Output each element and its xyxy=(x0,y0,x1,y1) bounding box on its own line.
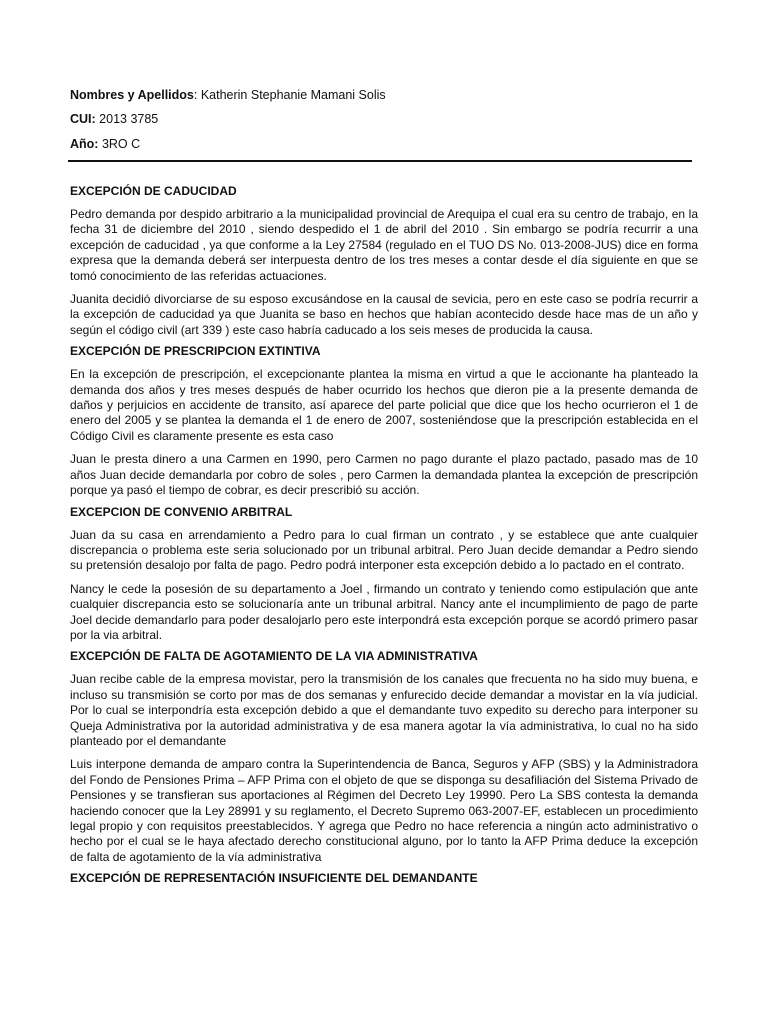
section-heading: EXCEPCION DE CONVENIO ARBITRAL xyxy=(70,504,293,519)
section-paragraph: Juan recibe cable de la empresa movistar, pero la transmisión de los canales que frecuenta no ha sido muy buena, e incluso su transmisión se corto por mas de dos semanas y enfurecido decide demandar a movistar en la vía judicial. Por lo cual se interpondría esta excepción debido a que el demandante tuvo expedito su derecho para interponer su Queja Administrativa por la autoridad administrativa y de esa manera agotar la vía administrativa, lo cual no ha sido planteado por el demandante xyxy=(70,672,698,748)
section-agotamiento-via-administrativa xyxy=(70,649,698,865)
section-paragraph: En la excepción de prescripción, el excepcionante plantea la misma en virtud a que le accionante ha planteado la demanda dos años y tres meses después de haber ocurrido los hechos que dieron pie a la presente demanda de daños y perjuicios en accidente de transito, así aparece del parte policial que dice que los hecho ocurrieron el 1 de enero del 2005 y se plantea la demanda el 1 de enero de 2007, sosteniéndose que la prescripción establecida en el Código Civil es claramente presente es esta caso xyxy=(70,367,698,443)
name-value: : Katherin Stephanie Mamani Solis xyxy=(193,88,386,102)
section-paragraph: Nancy le cede la posesión de su departamento a Joel , firmando un contrato y teniendo como estipulación que ante cualquier discrepancia esto se solucionaría ante un tribunal arbitral. Nancy ante el incumplimiento de pago de parte Joel decide demandarlo para poder desalojarlo pero este interpondrá esta excepción porque se acordó primero pasar por la via arbitral. xyxy=(70,581,698,642)
year-line xyxy=(70,136,140,152)
cui-line xyxy=(70,111,158,127)
cui-label: CUI: xyxy=(70,112,96,126)
document-body xyxy=(70,184,698,894)
section-paragraph: Luis interpone demanda de amparo contra la Superintendencia de Banca, Seguros y AFP (SBS) y la Administradora del Fondo de Pensiones Prima – AFP Prima con el objeto de que se disponga su desafiliación del Sistema Privado de Pensiones y se transfieran sus aportaciones al Régimen del Decreto Ley 19990. Pero La SBS contesta la demanda haciendo conocer que la Ley 28991 y su reglamento, el Decreto Supremo 063-2007-EF, establecen un procedimiento legal propio y con requisitos preestablecidos. Y agrega que Pedro no hace referencia a ningún acto administrativo o hecho por el cual se le haya afectado derecho constitucional alguno, por lo tanto la AFP Prima deduce la excepción de falta de agotamiento de la vía administrativa xyxy=(70,757,698,864)
header-divider xyxy=(68,160,692,162)
section-heading: EXCEPCIÓN DE CADUCIDAD xyxy=(70,184,237,198)
cui-value: 2013 3785 xyxy=(95,112,159,126)
section-heading: EXCEPCIÓN DE FALTA DE AGOTAMIENTO DE LA VIA ADMINISTRATIVA xyxy=(70,649,478,664)
year-value: 3RO C xyxy=(98,137,141,151)
name-line xyxy=(70,87,386,103)
section-heading: EXCEPCIÓN DE REPRESENTACIÓN INSUFICIENTE DEL DEMANDANTE xyxy=(70,871,478,886)
section-convenio-arbitral xyxy=(70,505,698,644)
section-paragraph: Juanita decidió divorciarse de su esposo excusándose en la causal de sevicia, pero en este caso se podría recurrir a la excepción de caducidad ya que Juanita se baso en hechos que habían acontecido desde hace mas de un año y según el código civil (art 339 ) este caso habría caducado a los seis meses de producida la causa. xyxy=(70,292,698,337)
section-paragraph: Juan le presta dinero a una Carmen en 1990, pero Carmen no pago durante el plazo pactado, pasado mas de 10 años Juan decide demandarla por cobro de soles , pero Carmen la demandada plantea la excepción de prescripción porque ya pasó el tiempo de cobrar, es decir prescribió su acción. xyxy=(70,452,698,498)
section-prescripcion xyxy=(70,344,698,498)
section-paragraph: Pedro demanda por despido arbitrario a la municipalidad provincial de Arequipa el cual era su centro de trabajo, en la fecha 31 de diciembre del 2010 , siendo despedido el 1 de abril del 2010 . Sin embargo se podría recurrir a una excepción de caducidad , ya que conforme a la Ley 27584 (regulado en el TUO DS No. 013-2008-JUS) dice en forma expresa que la demanda deberá ser interpuesta dentro de los tres meses a contar desde el día siguiente en que se tomó conocimiento de las referidas actuaciones. xyxy=(70,207,698,283)
year-label: Año: xyxy=(70,137,99,151)
section-representacion-insuficiente xyxy=(70,871,698,886)
section-paragraph: Juan da su casa en arrendamiento a Pedro para lo cual firman un contrato , y se establece que ante cualquier discrepancia o problema este seria solucionado por un tribunal arbitral. Pero Juan decide demandar a Pedro siendo su pretensión desalojo por falta de pago. Pedro podrá interponer esta excepción debido a lo pactado en el contrato. xyxy=(70,527,698,573)
section-caducidad xyxy=(70,184,698,338)
section-heading: EXCEPCIÓN DE PRESCRIPCION EXTINTIVA xyxy=(70,344,321,359)
name-label: Nombres y Apellidos xyxy=(70,88,194,102)
